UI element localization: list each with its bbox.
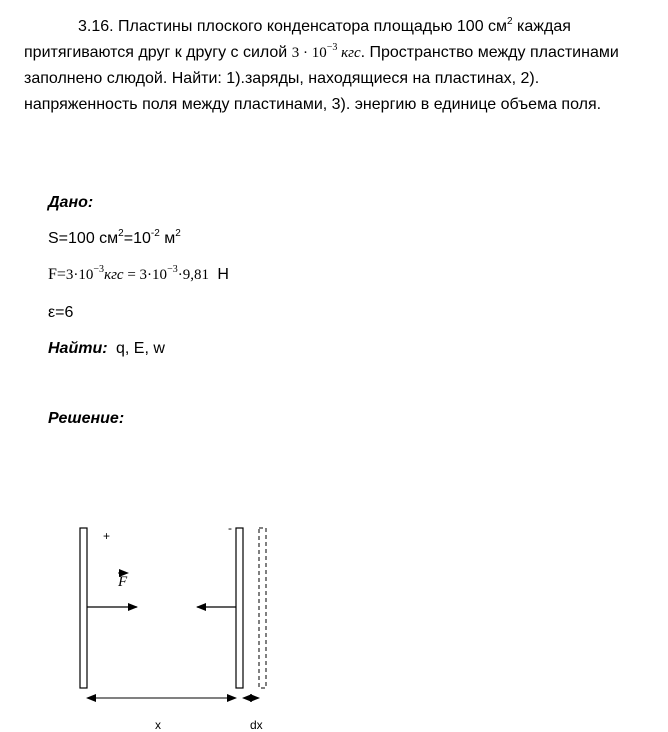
minus-sign: - (228, 521, 232, 535)
right-plate (236, 528, 243, 688)
x-label: x (155, 718, 161, 732)
dx-label: dx (250, 718, 263, 732)
problem-text-a: Пластины плоского конденсатора площадью 100 см (118, 18, 508, 35)
left-plate (80, 528, 87, 688)
force-value-inline: $3 \cdot 10^{-3}$ кгс (291, 42, 361, 61)
force-label: F (118, 574, 128, 590)
plus-sign: + (103, 529, 111, 543)
displaced-plate (259, 528, 266, 688)
problem-number: 3.16. (78, 18, 114, 35)
solution-heading: Решение: (48, 410, 125, 427)
problem-statement: 3.16. Пластины плоского конденсатора площадью 100 $см^2$ каждая притягиваются друг к другу с силой $3 \cdot 10^{-3}$ кгс. Пространство между пластинами заполнено слюдой. Найти: 1).заряды, находящиеся на пластинах, 2). напряженность поля между пластинами, 3). энергию в единице объема поля. (24, 16, 619, 113)
given-heading: Дано: (48, 194, 94, 211)
given-force: $F=3\cdot 10^{-3}кгс = 3\cdot 10^{-3}\cdot 9,81$ Н (48, 264, 229, 283)
given-epsilon: ε=6 (48, 304, 74, 321)
given-area: S=100 $см^2=10^{-2}$ $м^2$ (48, 228, 181, 247)
find-heading: Найти: (48, 340, 108, 357)
problem-text-b: каждая притягиваются друг к другу с силой (24, 18, 571, 61)
find-values: q, E, w (116, 340, 165, 357)
problem-text-c: . Пространство между пластинами заполнено слюдой. Найти: 1).заряды, находящиеся на пластинах, 2). напряженность поля между пластинами, 3). энергию в единице объема поля. (24, 44, 619, 113)
